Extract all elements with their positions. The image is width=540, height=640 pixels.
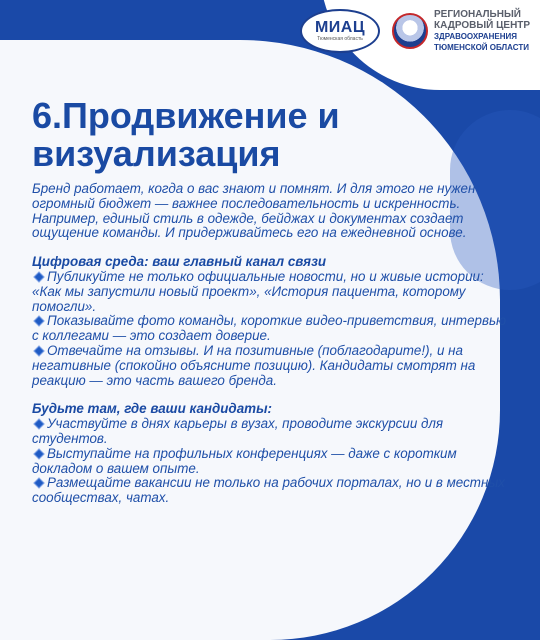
list-item-text: Выступайте на профильных конференциях — даже с коротким докладом о вашем опыте. [32, 445, 457, 476]
section-spacer [32, 388, 510, 402]
intro-paragraph: Бренд работает, когда о вас знают и помнят. И для этого не нужен огромный бюджет — важнее последовательность и искренность. Например, единый стиль в одежде, бейджах и документах создает ощущение команды. И придерживайтесь его на ежедневной основе. [32, 181, 476, 241]
blue-diamond-icon [33, 448, 44, 459]
miac-logo-region: Тюменская область [317, 36, 363, 42]
miac-logo-name: МИАЦ [314, 19, 366, 36]
regional-center-name [434, 9, 530, 53]
list-item-text: Отвечайте на отзывы. И на позитивные (поблагодарите!), и на негативные (спокойно объясните позицию). Кандидаты смотрят на реакцию — это часть вашего бренда. [32, 342, 476, 388]
list-item-text: Публикуйте не только официальные новости, но и живые истории: «Как мы запустили новый проект», «История пациента, которому помогли». [32, 268, 484, 314]
list-item [32, 344, 510, 388]
miac-logo [300, 9, 380, 53]
list-item [32, 447, 510, 477]
list-item [32, 417, 510, 447]
list-item [32, 270, 510, 314]
section-heading: Цифровая среда: ваш главный канал связи [32, 254, 327, 270]
logo-line: КАДРОВЫЙ ЦЕНТР [434, 20, 531, 31]
blue-diamond-icon [33, 478, 44, 489]
blue-diamond-icon [33, 271, 44, 282]
logo-line: РЕГИОНАЛЬНЫЙ [434, 9, 521, 20]
logo-line: ТЮМЕНСКОЙ ОБЛАСТИ [434, 43, 529, 52]
logo-line: ЗДРАВООХРАНЕНИЯ [434, 32, 517, 41]
blue-diamond-icon [33, 316, 44, 327]
list-item-text: Размещайте вакансии не только на рабочих порталах, но и в местных сообществах, чатах. [32, 475, 505, 506]
list-item [32, 476, 510, 506]
blue-diamond-icon [33, 345, 44, 356]
list-item [32, 314, 510, 344]
list-item-text: Участвуйте в днях карьеры в вузах, проводите экскурсии для студентов. [32, 416, 444, 446]
logo-bar [300, 8, 530, 54]
article-body [32, 182, 510, 506]
section-heading: Будьте там, где ваши кандидаты: [32, 401, 272, 417]
regional-center-logo [392, 9, 530, 53]
list-item-text: Показывайте фото команды, короткие видео-приветствия, интервью с коллегами — это создает доверие. [32, 313, 507, 344]
blue-diamond-icon [33, 418, 44, 429]
people-emblem-icon [392, 13, 428, 49]
page-title: 6.Продвижение и визуализация [32, 95, 340, 174]
